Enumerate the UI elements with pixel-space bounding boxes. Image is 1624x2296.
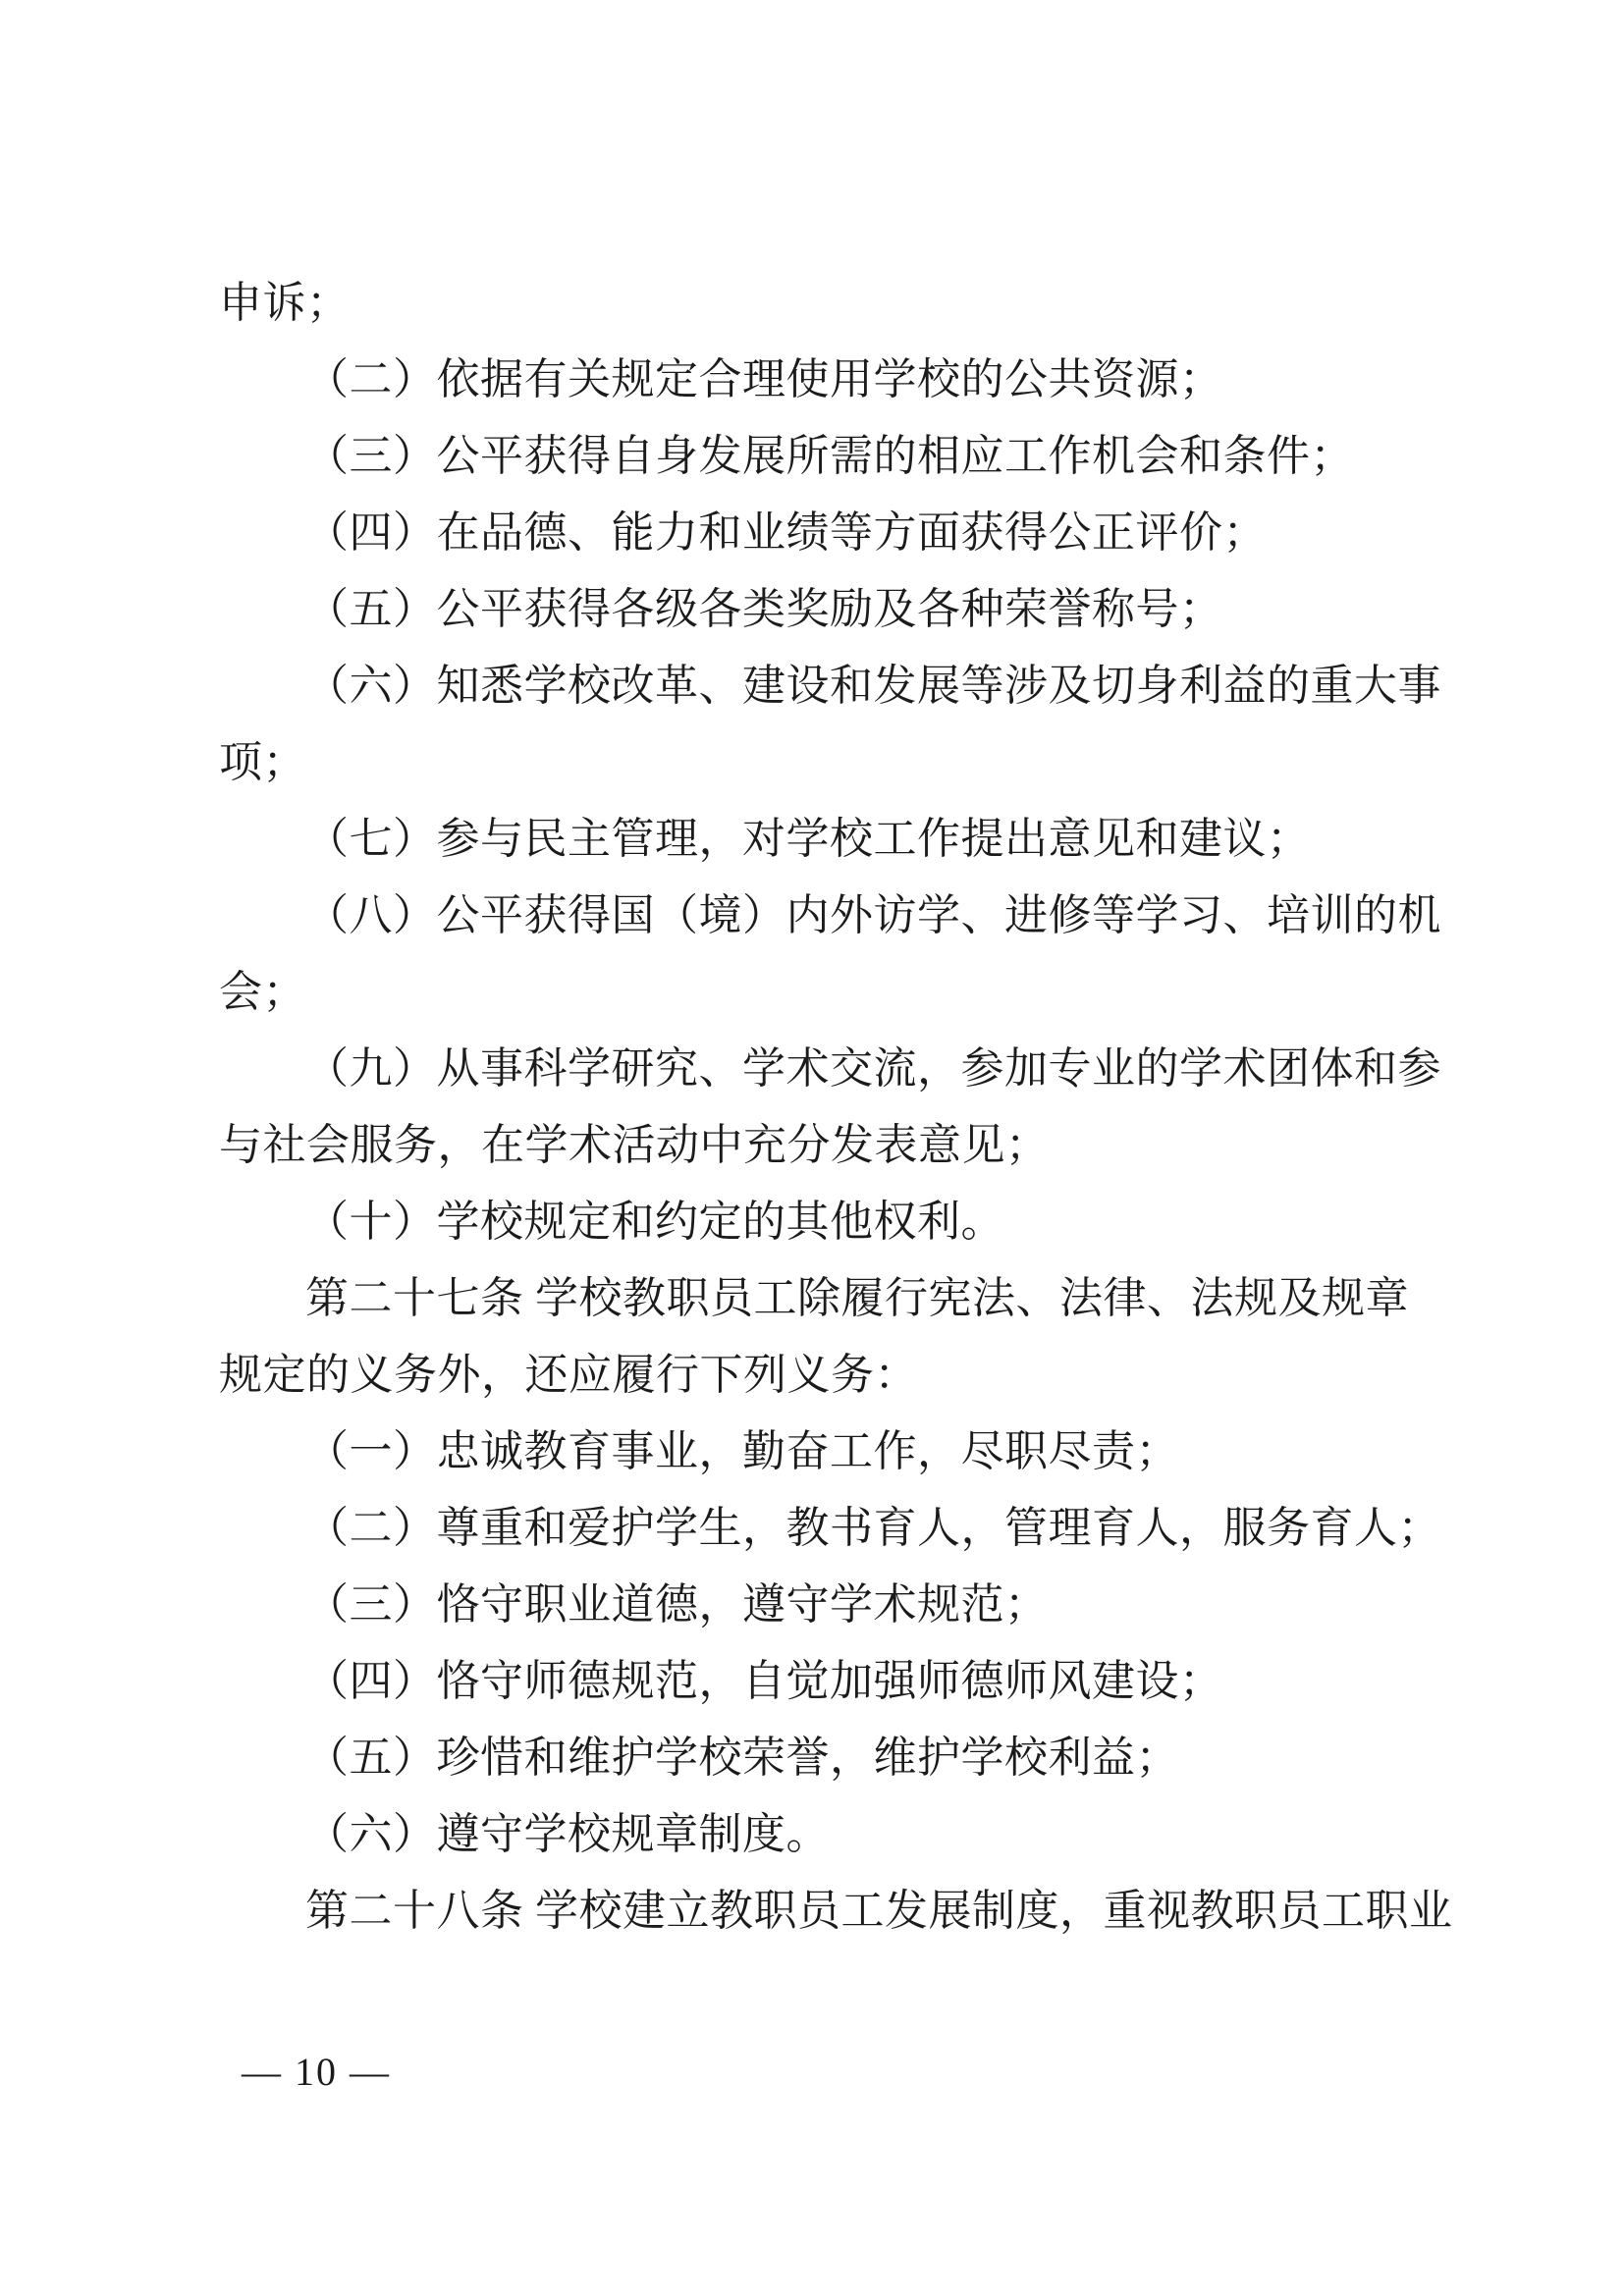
text-line: 第二十七条 学校教职员工除履行宪法、法律、法规及规章 <box>305 1274 1409 1322</box>
text-line: （七）参与民主管理，对学校工作提出意见和建议； <box>305 815 1311 863</box>
text-line: 规定的义务外，还应履行下列义务： <box>219 1351 918 1399</box>
text-line: （一）忠诚教育事业，勤奋工作，尽职尽责； <box>305 1427 1179 1475</box>
text-line: （四）在品德、能力和业绩等方面获得公正评价； <box>305 508 1267 557</box>
text-line: 项； <box>219 738 306 786</box>
text-line: （五）公平获得各级各类奖励及各种荣誉称号； <box>305 585 1223 633</box>
text-line: 申诉； <box>219 279 351 327</box>
text-line: （六）遵守学校规章制度。 <box>305 1810 830 1858</box>
text-line: （二）依据有关规定合理使用学校的公共资源； <box>305 355 1223 403</box>
page-number: — 10 — <box>242 2050 391 2094</box>
text-line: 第二十八条 学校建立教职员工发展制度，重视教职员工职业 <box>305 1887 1453 1935</box>
text-line: （六）知悉学校改革、建设和发展等涉及切身利益的重大事 <box>305 662 1441 710</box>
text-line: 与社会服务，在学术活动中充分发表意见； <box>219 1121 1050 1169</box>
text-line: （三）恪守职业道德，遵守学术规范； <box>305 1580 1049 1629</box>
text-line: 会； <box>219 968 306 1016</box>
text-line: （五）珍惜和维护学校荣誉，维护学校利益； <box>305 1734 1179 1782</box>
text-line: （八）公平获得国（境）内外访学、进修等学习、培训的机 <box>305 891 1441 939</box>
text-line: （二）尊重和爱护学生，教书育人，管理育人，服务育人； <box>305 1504 1441 1552</box>
text-line: （三）公平获得自身发展所需的相应工作机会和条件； <box>305 432 1354 480</box>
text-line: （九）从事科学研究、学术交流，参加专业的学术团体和参 <box>305 1044 1441 1093</box>
document-body <box>219 265 1453 1949</box>
text-line: （四）恪守师德规范，自觉加强师德师风建设； <box>305 1657 1223 1705</box>
page-footer <box>242 2050 391 2095</box>
text-line: （十）学校规定和约定的其他权利。 <box>305 1198 1004 1246</box>
